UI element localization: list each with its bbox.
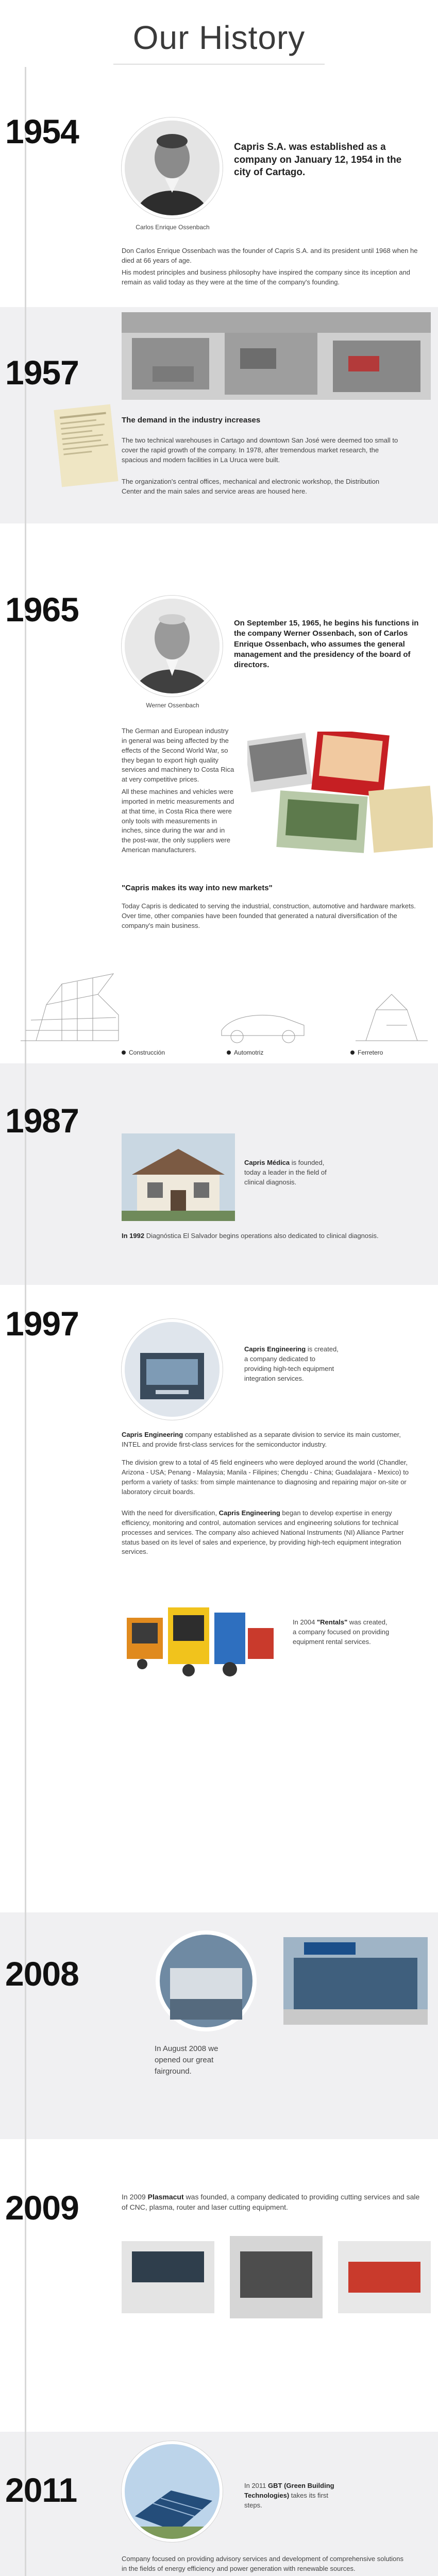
headline-1957: The demand in the industry increases — [122, 416, 261, 425]
text-2011-p1 — [244, 2481, 337, 2511]
facilities-image — [122, 312, 431, 400]
legend-label: Automotriz — [234, 1049, 264, 1056]
legend-dot — [350, 1050, 355, 1055]
text-2009-p1-rest: was founded, a company dedicated to providing cutting services and sale of CNC, plasma, router and laser cutting equipment. — [122, 2193, 420, 2212]
text-2008-p1: In August 2008 we opened our great fairground. — [155, 2044, 218, 2076]
capris-engineering-label-2: Capris Engineering — [122, 1431, 183, 1438]
headline-1965: On September 15, 1965, he begins his functions in the company Werner Ossenbach, son of Carlos Enrique Ossenbach, who assumes the general management and the presidency of the board of directors. — [234, 619, 419, 669]
photo-1997-rental-equipment — [122, 1582, 276, 1685]
rentals-label: "Rentals" — [317, 1618, 348, 1626]
legend-label: Ferretero — [358, 1049, 383, 1056]
legend-construccion — [122, 1049, 165, 1056]
portrait-werner-ossenbach — [122, 596, 223, 697]
portrait-caption-1965: Werner Ossenbach — [146, 702, 199, 709]
photo-1997-engineering — [122, 1319, 223, 1420]
legend-automotriz — [227, 1049, 263, 1056]
legend-dot — [122, 1050, 126, 1055]
portrait-carlos-ossenbach — [122, 117, 223, 218]
year-2009: 2009 — [5, 2189, 79, 2227]
fairground-image — [155, 1927, 428, 2035]
text-1965-p1: The German and European industry in general was being affected by the effects of the Second World War, so they began to export high quality services and machinery to Costa Rica at very competitive prices. — [122, 727, 234, 784]
text-2011-p2: Company focused on providing advisory services and development of comprehensive solutions in the fields of energy efficiency and power generation with renewable sources. — [122, 2555, 404, 2572]
photo-2011-gbt — [122, 2441, 223, 2542]
page-title: Our History — [132, 19, 306, 56]
photo-2009-cnc — [122, 2231, 431, 2324]
capris-medica-label: Capris Médica — [244, 1159, 290, 1166]
text-1997-p3: The division grew to a total of 45 field engineers who were deployed around the world (Chandler, Arizona - USA; Penang - Malaysia; Manila - Filipines; Chengdu - China; Guadalajara - Mexico) to perform a variety of tasks: from simple maintenance to diagnosing and repairing major on-site or laboratory circuit boards. — [122, 1459, 409, 1496]
legend-ferretero — [350, 1049, 383, 1056]
text-1997-p4-rest: began to develop expertise in energy efficiency, monitoring and control, automation services and engineering solutions for technical processes and services. The company also achieved National Instruments (NI) Alliance Partner status based on its level of sales and experience, by providing high-tech equipment integration services. — [122, 1509, 404, 1556]
text-2009-p1 — [122, 2192, 420, 2213]
solar-image — [125, 2444, 220, 2539]
portrait-image — [125, 121, 220, 215]
text-1957-p1: The two technical warehouses in Cartago and downtown San José were deemed too small to cover the rapid growth of the company. In 1978, after tremendous market research, the spacious and modern facilities in La Uruca were built. — [122, 436, 398, 464]
collage-image — [247, 732, 433, 855]
year-1997: 1997 — [5, 1304, 79, 1343]
text-2009-p1-pre: In 2009 — [122, 2193, 148, 2201]
document-1957 — [54, 404, 118, 487]
sketch-image — [15, 953, 433, 1046]
text-1997-p2 — [122, 1430, 420, 1450]
year-2011: 2011 — [5, 2471, 77, 2509]
year-1954: 1954 — [5, 112, 79, 150]
industry-sketch — [15, 953, 433, 1046]
photo-2008-fairground — [155, 1927, 428, 2035]
quote-1965: "Capris makes its way into new markets" — [122, 884, 273, 892]
headline-1954: Capris S.A. was established as a company on January 12, 1954 in the city of Cartago. — [234, 142, 402, 178]
text-1987-p1 — [244, 1158, 332, 1188]
portrait-caption-1954: Carlos Enrique Ossenbach — [136, 224, 210, 231]
text-1954-p2: His modest principles and business philosophy have inspired the company since its inception and remain as valid today as they were at the time of the company's founding. — [122, 268, 411, 286]
capris-engineering-label-3: Capris Engineering — [218, 1509, 280, 1517]
legend-label: Construcción — [129, 1049, 165, 1056]
text-1987-p2-rest: Diagnóstica El Salvador begins operations also dedicated to clinical diagnosis. — [144, 1232, 379, 1240]
year-1987: 1987 — [5, 1101, 79, 1140]
text-1997-p1-rest: is created, a company dedicated to providing high-tech equipment integration services. — [244, 1345, 339, 1382]
engineering-image — [125, 1322, 220, 1417]
text-2011-p1-rest: takes its first steps. — [244, 2491, 329, 2509]
text-1997-p5-rest: was created, a company focused on providing equipment rental services. — [293, 1618, 390, 1646]
equipment-image — [122, 1582, 276, 1685]
text-1997-p1 — [244, 1345, 342, 1383]
capris-engineering-label: Capris Engineering — [244, 1345, 306, 1353]
page-header — [0, 0, 438, 77]
year-1965: 1965 — [5, 590, 79, 629]
year-1957: 1957 — [5, 353, 79, 392]
text-1987-year: In 1992 — [122, 1232, 145, 1240]
cnc-image — [122, 2231, 431, 2324]
text-1965-p3: Today Capris is dedicated to serving the industrial, construction, automotive and hardware markets. Over time, other companies have been founded that generated a natural diversification of the company's main business. — [122, 902, 416, 929]
document-image — [54, 404, 118, 487]
plasmacut-label: Plasmacut — [147, 2193, 184, 2201]
portrait-image — [125, 599, 220, 693]
photo-1957-facilities — [122, 312, 431, 400]
legend-dot — [227, 1050, 231, 1055]
text-1987-p1-rest: is founded, today a leader in the field of clinical diagnosis. — [244, 1159, 327, 1186]
gbt-label: GBT (Green Building Technologies) — [244, 2482, 334, 2499]
text-1957-p2: The organization's central offices, mechanical and electronic workshop, the Distribution Center and the main sales and service areas are housed here. — [122, 478, 380, 495]
year-2008: 2008 — [5, 1955, 79, 1993]
text-1997-p2-rest: company established as a separate division to service its main customer, INTEL and provide first-class services for the semiconductor industry. — [122, 1431, 401, 1448]
photo-1987-building — [122, 1133, 235, 1221]
text-1997-p4 — [122, 1509, 420, 1557]
text-1965-p2: All these machines and vehicles were imported in metric measurements and at that time, in Costa Rica there were only tools with measurements in inches, since during the war and in the post-war, the only suppliers were American manufacturers. — [122, 788, 234, 854]
collage-1965 — [247, 732, 433, 855]
text-2011-p1-pre: In 2011 — [244, 2482, 268, 2489]
text-1997-p4-pre: With the need for diversification, — [122, 1509, 219, 1517]
building-image — [122, 1133, 235, 1221]
text-1987-p2 — [122, 1231, 410, 1241]
text-1954-p1: Don Carlos Enrique Ossenbach was the founder of Capris S.A. and its president until 1968 when he died at 66 years of age. — [122, 247, 418, 264]
text-1997-p5-pre: In 2004 — [293, 1618, 317, 1626]
text-1997-p5 — [293, 1618, 391, 1647]
